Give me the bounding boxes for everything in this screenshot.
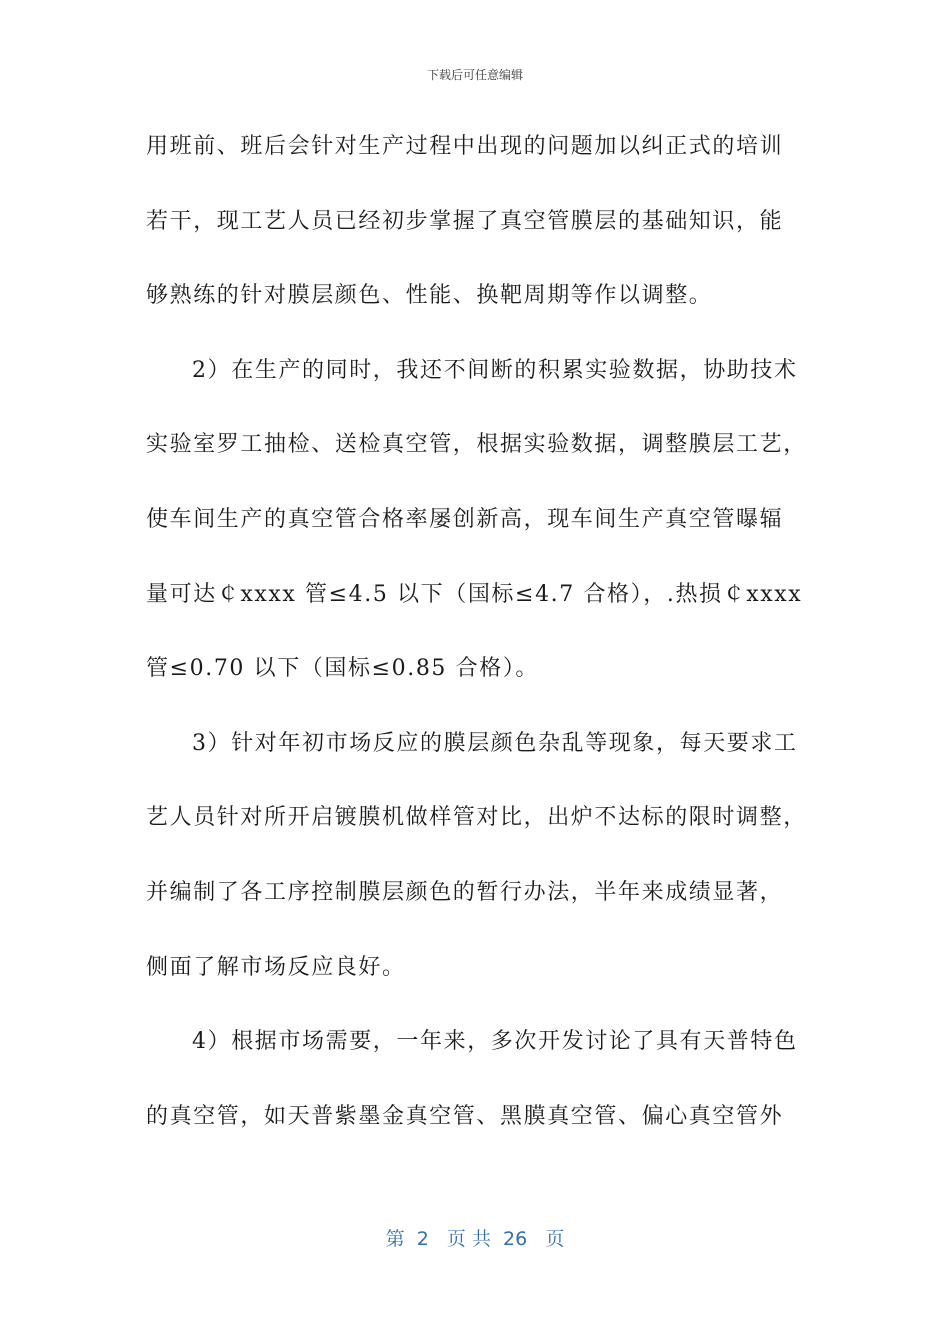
page-number-footer: 第 2 页 共 26 页	[385, 1228, 565, 1250]
text-line: 实验室罗工抽检、送检真空管，根据实验数据，调整膜层工艺，	[146, 432, 807, 458]
text-line: 若干，现工艺人员已经初步掌握了真空管膜层的基础知识，能	[146, 208, 784, 234]
document-body	[146, 124, 814, 1168]
text-line: 管≤0.70 以下（国标≤0.85 合格）。	[146, 656, 540, 682]
paragraph-start-line: 4）根据市场需要，一年来，多次开发讨论了具有天普特色	[192, 1029, 798, 1055]
text-line: 并编制了各工序控制膜层颜色的暂行办法，半年来成绩显著，	[146, 879, 784, 905]
text-line: 够熟练的针对膜层颜色、性能、换靶周期等作以调整。	[146, 283, 713, 309]
text-line: 量可达￠xxxx 管≤4.5 以下（国标≤4.7 合格），.热损￠xxxx	[146, 581, 803, 607]
text-line: 的真空管，如天普紫墨金真空管、黑膜真空管、偏心真空管外	[146, 1103, 784, 1129]
text-line: 使车间生产的真空管合格率屡创新高，现车间生产真空管曝辐	[146, 506, 784, 532]
paragraph-start-line: 2）在生产的同时，我还不间断的积累实验数据，协助技术	[192, 357, 798, 383]
text-line: 用班前、班后会针对生产过程中出现的问题加以纠正式的培训	[146, 134, 784, 159]
header-note: 下载后可任意编辑	[426, 68, 523, 82]
paragraph-start-line: 3）针对年初市场反应的膜层颜色杂乱等现象，每天要求工	[192, 730, 798, 756]
text-line: 侧面了解市场反应良好。	[146, 954, 406, 980]
text-line: 艺人员针对所开启镀膜机做样管对比，出炉不达标的限时调整，	[146, 805, 807, 831]
